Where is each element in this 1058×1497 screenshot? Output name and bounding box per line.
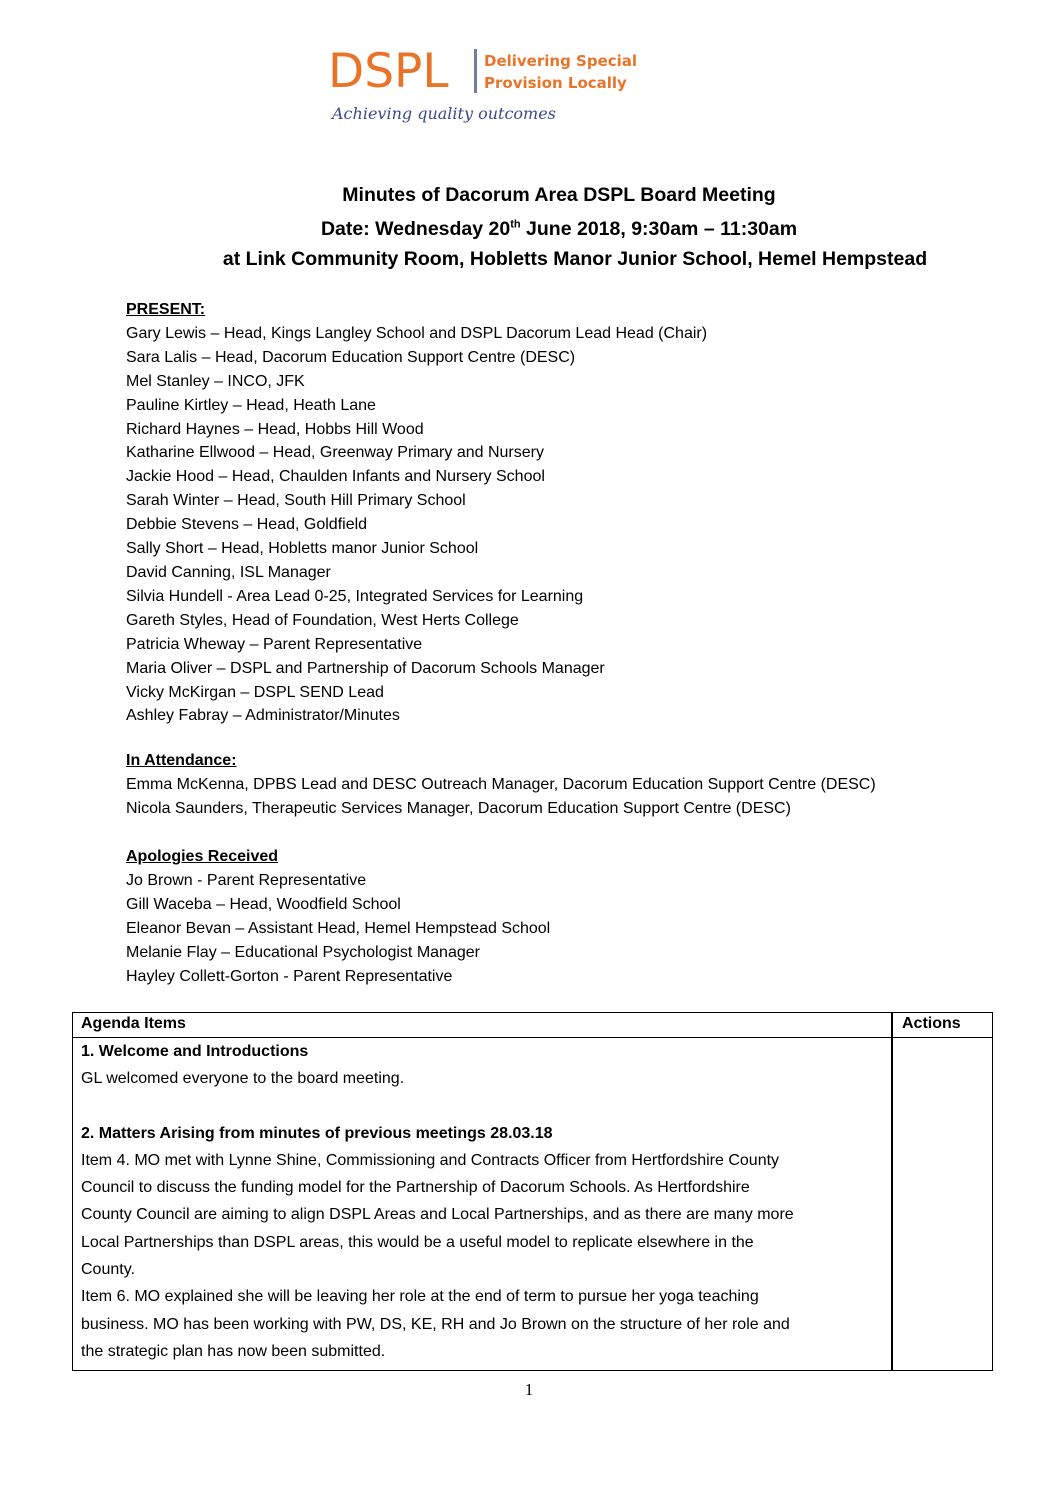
list-item: Sally Short – Head, Hobletts manor Junior School (126, 540, 479, 558)
agenda-items-cell (81, 1038, 886, 1365)
meeting-date-ordinal: th (510, 218, 521, 231)
logo-tagline-line1: Delivering Special (484, 52, 638, 70)
apologies-heading: Apologies Received (126, 848, 279, 865)
list-item: Melanie Flay – Educational Psychologist Manager (126, 943, 480, 961)
agenda-text-line: County Council are aiming to align DSPL Areas and Local Partnerships, and as there are many more (81, 1206, 794, 1224)
agenda-text-line: the strategic plan has now been submitted. (81, 1342, 386, 1360)
list-item: Gareth Styles, Head of Foundation, West Herts College (126, 611, 519, 629)
list-item: Patricia Wheway – Parent Representative (126, 635, 423, 653)
agenda-text-line: business. MO has been working with PW, DS, KE, RH and Jo Brown on the structure of her role and (81, 1315, 790, 1333)
logo-brand: DSPL (328, 44, 449, 99)
list-item: Mel Stanley – INCO, JFK (126, 372, 305, 390)
document-title: Minutes of Dacorum Area DSPL Board Meeting (342, 184, 776, 206)
list-item: Silvia Hundell - Area Lead 0-25, Integrated Services for Learning (126, 587, 584, 605)
agenda-table (72, 1012, 993, 1371)
logo-divider (474, 49, 477, 93)
list-item: Maria Oliver – DSPL and Partnership of Dacorum Schools Manager (126, 659, 605, 677)
attendance-section (126, 749, 1006, 821)
meeting-date-prefix: Date: Wednesday 20 (320, 218, 511, 240)
list-item: Pauline Kirtley – Head, Heath Lane (126, 396, 376, 414)
list-item: Hayley Collett-Gorton - Parent Representative (126, 967, 453, 985)
list-item: Vicky McKirgan – DSPL SEND Lead (126, 683, 384, 701)
list-item: Katharine Ellwood – Head, Greenway Primary and Nursery (126, 444, 544, 462)
present-heading: PRESENT: (126, 301, 206, 318)
agenda-item-title: 2. Matters Arising from minutes of previous meetings 28.03.18 (81, 1124, 553, 1142)
meeting-date (30, 212, 1058, 246)
present-section (126, 298, 1006, 728)
list-item: Jackie Hood – Head, Chaulden Infants and Nursery School (126, 468, 545, 486)
list-item: Emma McKenna, DPBS Lead and DESC Outreach Manager, Dacorum Education Support Centre (DESC) (126, 775, 876, 793)
logo-tagline-line2: Provision Locally (484, 74, 627, 92)
list-item: Debbie Stevens – Head, Goldfield (126, 516, 368, 534)
list-item: Richard Haynes – Head, Hobbs Hill Wood (126, 420, 424, 438)
agenda-item-title: 1. Welcome and Introductions (81, 1043, 309, 1060)
agenda-text-line: GL welcomed everyone to the board meeting. (81, 1070, 405, 1088)
paragraph-spacer (81, 1093, 886, 1120)
meeting-date-suffix: June 2018, 9:30am – 11:30am (520, 218, 798, 240)
page-number: 1 (524, 1380, 534, 1399)
agenda-text-line: Item 6. MO explained she will be leaving her role at the end of term to pursue her yoga teaching (81, 1288, 759, 1306)
list-item: Ashley Fabray – Administrator/Minutes (126, 707, 400, 725)
list-item: Sarah Winter – Head, South Hill Primary School (126, 492, 466, 510)
list-item: Jo Brown - Parent Representative (126, 871, 367, 889)
agenda-items-header: Agenda Items (81, 1015, 186, 1032)
agenda-table-header (73, 1013, 992, 1038)
apologies-section (126, 845, 1006, 988)
agenda-text-line: County. (81, 1261, 135, 1279)
list-item: Nicola Saunders, Therapeutic Services Manager, Dacorum Education Support Centre (DESC) (126, 799, 791, 817)
list-item: Gill Waceba – Head, Woodfield School (126, 895, 401, 913)
meeting-location: at Link Community Room, Hobletts Manor Junior School, Hemel Hempstead (222, 248, 928, 270)
logo-motto: Achieving quality outcomes (332, 104, 556, 123)
list-item: Sara Lalis – Head, Dacorum Education Support Centre (DESC) (126, 348, 576, 366)
agenda-column-divider (891, 1013, 893, 1370)
agenda-text-line: Local Partnerships than DSPL areas, this would be a useful model to replicate elsewhere in the (81, 1233, 754, 1251)
attendance-heading: In Attendance: (126, 752, 237, 769)
dspl-logo (328, 46, 658, 126)
list-item: David Canning, ISL Manager (126, 563, 331, 581)
agenda-text-line: Item 4. MO met with Lynne Shine, Commissioning and Contracts Officer from Hertfordshire County (81, 1151, 780, 1169)
list-item: Gary Lewis – Head, Kings Langley School and DSPL Dacorum Lead Head (Chair) (126, 324, 708, 342)
agenda-text-line: Council to discuss the funding model for the Partnership of Dacorum Schools. As Hertfordshire (81, 1179, 750, 1197)
actions-header: Actions (902, 1015, 961, 1032)
list-item: Eleanor Bevan – Assistant Head, Hemel Hempstead School (126, 919, 551, 937)
